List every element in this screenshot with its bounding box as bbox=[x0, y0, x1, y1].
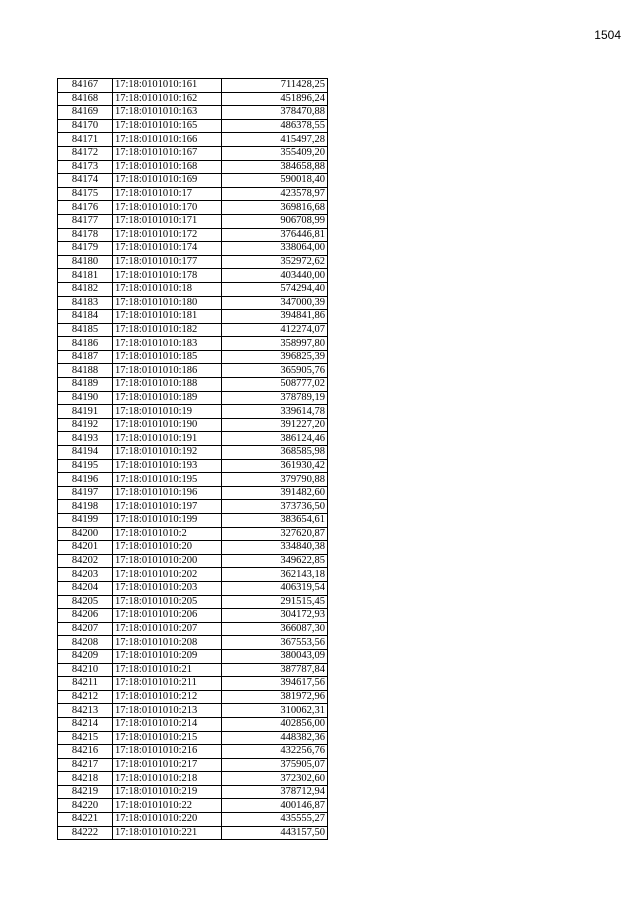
cadastral-number-cell: 17:18:0101010:218 bbox=[113, 772, 222, 786]
cadastral-value-cell: 368585,98 bbox=[222, 446, 328, 460]
table-row bbox=[58, 622, 328, 636]
cadastral-number-cell: 17:18:0101010:183 bbox=[113, 337, 222, 351]
row-number-cell: 84205 bbox=[58, 595, 113, 609]
cadastral-value-cell: 352972,62 bbox=[222, 255, 328, 269]
row-number-cell: 84218 bbox=[58, 772, 113, 786]
cadastral-value-cell: 396825,39 bbox=[222, 350, 328, 364]
cadastral-number-cell: 17:18:0101010:19 bbox=[113, 405, 222, 419]
table-row bbox=[58, 745, 328, 759]
table-row bbox=[58, 405, 328, 419]
cadastral-value-cell: 358997,80 bbox=[222, 337, 328, 351]
cadastral-number-cell: 17:18:0101010:200 bbox=[113, 554, 222, 568]
table-row bbox=[58, 201, 328, 215]
row-number-cell: 84222 bbox=[58, 826, 113, 840]
cadastral-number-cell: 17:18:0101010:170 bbox=[113, 201, 222, 215]
cadastral-value-cell: 369816,68 bbox=[222, 201, 328, 215]
table-row bbox=[58, 119, 328, 133]
cadastral-number-cell: 17:18:0101010:214 bbox=[113, 717, 222, 731]
row-number-cell: 84188 bbox=[58, 364, 113, 378]
cadastral-number-cell: 17:18:0101010:165 bbox=[113, 119, 222, 133]
table-row bbox=[58, 160, 328, 174]
cadastral-value-cell: 403440,00 bbox=[222, 269, 328, 283]
row-number-cell: 84220 bbox=[58, 799, 113, 813]
table-row bbox=[58, 486, 328, 500]
row-number-cell: 84192 bbox=[58, 418, 113, 432]
cadastral-value-cell: 406319,54 bbox=[222, 581, 328, 595]
row-number-cell: 84202 bbox=[58, 554, 113, 568]
cadastral-number-cell: 17:18:0101010:2 bbox=[113, 527, 222, 541]
table-row bbox=[58, 187, 328, 201]
cadastral-number-cell: 17:18:0101010:180 bbox=[113, 296, 222, 310]
row-number-cell: 84214 bbox=[58, 717, 113, 731]
cadastral-value-cell: 349622,85 bbox=[222, 554, 328, 568]
cadastral-value-cell: 304172,93 bbox=[222, 609, 328, 623]
table-row bbox=[58, 310, 328, 324]
cadastral-value-cell: 402856,00 bbox=[222, 717, 328, 731]
table-row bbox=[58, 799, 328, 813]
cadastral-number-cell: 17:18:0101010:174 bbox=[113, 242, 222, 256]
table-row bbox=[58, 609, 328, 623]
table-row bbox=[58, 432, 328, 446]
row-number-cell: 84215 bbox=[58, 731, 113, 745]
cadastral-number-cell: 17:18:0101010:191 bbox=[113, 432, 222, 446]
cadastral-value-cell: 375905,07 bbox=[222, 758, 328, 772]
cadastral-number-cell: 17:18:0101010:167 bbox=[113, 146, 222, 160]
cadastral-value-cell: 366087,30 bbox=[222, 622, 328, 636]
cadastral-value-cell: 367553,56 bbox=[222, 636, 328, 650]
cadastral-number-cell: 17:18:0101010:197 bbox=[113, 500, 222, 514]
row-number-cell: 84212 bbox=[58, 690, 113, 704]
cadastral-number-cell: 17:18:0101010:193 bbox=[113, 459, 222, 473]
table-row bbox=[58, 337, 328, 351]
cadastral-number-cell: 17:18:0101010:189 bbox=[113, 391, 222, 405]
cadastral-number-cell: 17:18:0101010:199 bbox=[113, 514, 222, 528]
cadastral-number-cell: 17:18:0101010:188 bbox=[113, 378, 222, 392]
cadastral-value-cell: 291515,45 bbox=[222, 595, 328, 609]
cadastral-value-cell: 423578,97 bbox=[222, 187, 328, 201]
table-row bbox=[58, 92, 328, 106]
row-number-cell: 84177 bbox=[58, 214, 113, 228]
table-row bbox=[58, 554, 328, 568]
cadastral-number-cell: 17:18:0101010:181 bbox=[113, 310, 222, 324]
cadastral-number-cell: 17:18:0101010:219 bbox=[113, 785, 222, 799]
row-number-cell: 84173 bbox=[58, 160, 113, 174]
cadastral-value-table bbox=[57, 78, 328, 840]
row-number-cell: 84190 bbox=[58, 391, 113, 405]
row-number-cell: 84198 bbox=[58, 500, 113, 514]
cadastral-number-cell: 17:18:0101010:21 bbox=[113, 663, 222, 677]
cadastral-value-cell: 590018,40 bbox=[222, 174, 328, 188]
cadastral-number-cell: 17:18:0101010:168 bbox=[113, 160, 222, 174]
table-row bbox=[58, 595, 328, 609]
cadastral-value-cell: 412274,07 bbox=[222, 323, 328, 337]
cadastral-value-cell: 310062,31 bbox=[222, 704, 328, 718]
table-row bbox=[58, 364, 328, 378]
row-number-cell: 84169 bbox=[58, 106, 113, 120]
cadastral-value-cell: 362143,18 bbox=[222, 568, 328, 582]
cadastral-value-cell: 327620,87 bbox=[222, 527, 328, 541]
cadastral-value-cell: 383654,61 bbox=[222, 514, 328, 528]
row-number-cell: 84176 bbox=[58, 201, 113, 215]
row-number-cell: 84182 bbox=[58, 282, 113, 296]
row-number-cell: 84179 bbox=[58, 242, 113, 256]
cadastral-number-cell: 17:18:0101010:215 bbox=[113, 731, 222, 745]
row-number-cell: 84175 bbox=[58, 187, 113, 201]
cadastral-value-cell: 361930,42 bbox=[222, 459, 328, 473]
row-number-cell: 84219 bbox=[58, 785, 113, 799]
table-row bbox=[58, 717, 328, 731]
row-number-cell: 84180 bbox=[58, 255, 113, 269]
row-number-cell: 84189 bbox=[58, 378, 113, 392]
row-number-cell: 84209 bbox=[58, 649, 113, 663]
table-row bbox=[58, 568, 328, 582]
row-number-cell: 84196 bbox=[58, 473, 113, 487]
row-number-cell: 84206 bbox=[58, 609, 113, 623]
cadastral-number-cell: 17:18:0101010:17 bbox=[113, 187, 222, 201]
table-row bbox=[58, 282, 328, 296]
cadastral-value-cell: 386124,46 bbox=[222, 432, 328, 446]
cadastral-value-cell: 448382,36 bbox=[222, 731, 328, 745]
table-row bbox=[58, 214, 328, 228]
cadastral-number-cell: 17:18:0101010:185 bbox=[113, 350, 222, 364]
cadastral-value-cell: 378712,94 bbox=[222, 785, 328, 799]
page-number: 1504 bbox=[594, 28, 621, 42]
cadastral-number-cell: 17:18:0101010:220 bbox=[113, 813, 222, 827]
row-number-cell: 84191 bbox=[58, 405, 113, 419]
table-row bbox=[58, 731, 328, 745]
table-row bbox=[58, 174, 328, 188]
table-row bbox=[58, 391, 328, 405]
cadastral-value-cell: 435555,27 bbox=[222, 813, 328, 827]
table-row bbox=[58, 133, 328, 147]
cadastral-value-cell: 391482,60 bbox=[222, 486, 328, 500]
cadastral-value-cell: 443157,50 bbox=[222, 826, 328, 840]
table-row bbox=[58, 378, 328, 392]
table-row bbox=[58, 527, 328, 541]
cadastral-number-cell: 17:18:0101010:221 bbox=[113, 826, 222, 840]
cadastral-number-cell: 17:18:0101010:18 bbox=[113, 282, 222, 296]
cadastral-value-cell: 486378,55 bbox=[222, 119, 328, 133]
row-number-cell: 84207 bbox=[58, 622, 113, 636]
cadastral-number-cell: 17:18:0101010:22 bbox=[113, 799, 222, 813]
cadastral-value-cell: 338064,00 bbox=[222, 242, 328, 256]
row-number-cell: 84184 bbox=[58, 310, 113, 324]
cadastral-number-cell: 17:18:0101010:212 bbox=[113, 690, 222, 704]
row-number-cell: 84203 bbox=[58, 568, 113, 582]
cadastral-value-cell: 394841,86 bbox=[222, 310, 328, 324]
cadastral-number-cell: 17:18:0101010:207 bbox=[113, 622, 222, 636]
cadastral-value-cell: 711428,25 bbox=[222, 79, 328, 93]
cadastral-number-cell: 17:18:0101010:202 bbox=[113, 568, 222, 582]
cadastral-value-cell: 379790,88 bbox=[222, 473, 328, 487]
cadastral-value-cell: 508777,02 bbox=[222, 378, 328, 392]
row-number-cell: 84174 bbox=[58, 174, 113, 188]
cadastral-number-cell: 17:18:0101010:205 bbox=[113, 595, 222, 609]
cadastral-value-cell: 391227,20 bbox=[222, 418, 328, 432]
table-row bbox=[58, 255, 328, 269]
table-row bbox=[58, 473, 328, 487]
cadastral-value-cell: 415497,28 bbox=[222, 133, 328, 147]
cadastral-number-cell: 17:18:0101010:192 bbox=[113, 446, 222, 460]
row-number-cell: 84200 bbox=[58, 527, 113, 541]
cadastral-value-cell: 355409,20 bbox=[222, 146, 328, 160]
table-row bbox=[58, 826, 328, 840]
cadastral-number-cell: 17:18:0101010:195 bbox=[113, 473, 222, 487]
table-row bbox=[58, 79, 328, 93]
cadastral-number-cell: 17:18:0101010:196 bbox=[113, 486, 222, 500]
row-number-cell: 84181 bbox=[58, 269, 113, 283]
row-number-cell: 84187 bbox=[58, 350, 113, 364]
table-row bbox=[58, 146, 328, 160]
cadastral-number-cell: 17:18:0101010:217 bbox=[113, 758, 222, 772]
row-number-cell: 84185 bbox=[58, 323, 113, 337]
row-number-cell: 84217 bbox=[58, 758, 113, 772]
cadastral-number-cell: 17:18:0101010:169 bbox=[113, 174, 222, 188]
cadastral-number-cell: 17:18:0101010:206 bbox=[113, 609, 222, 623]
cadastral-number-cell: 17:18:0101010:213 bbox=[113, 704, 222, 718]
table-body bbox=[58, 79, 328, 840]
table-row bbox=[58, 106, 328, 120]
cadastral-number-cell: 17:18:0101010:161 bbox=[113, 79, 222, 93]
row-number-cell: 84170 bbox=[58, 119, 113, 133]
cadastral-number-cell: 17:18:0101010:216 bbox=[113, 745, 222, 759]
row-number-cell: 84197 bbox=[58, 486, 113, 500]
table-row bbox=[58, 663, 328, 677]
cadastral-value-cell: 347000,39 bbox=[222, 296, 328, 310]
row-number-cell: 84201 bbox=[58, 541, 113, 555]
row-number-cell: 84178 bbox=[58, 228, 113, 242]
cadastral-number-cell: 17:18:0101010:209 bbox=[113, 649, 222, 663]
table-row bbox=[58, 677, 328, 691]
cadastral-value-cell: 574294,40 bbox=[222, 282, 328, 296]
table-row bbox=[58, 785, 328, 799]
cadastral-number-cell: 17:18:0101010:166 bbox=[113, 133, 222, 147]
table-row bbox=[58, 772, 328, 786]
table-row bbox=[58, 581, 328, 595]
cadastral-number-cell: 17:18:0101010:178 bbox=[113, 269, 222, 283]
table-row bbox=[58, 296, 328, 310]
cadastral-value-cell: 432256,76 bbox=[222, 745, 328, 759]
cadastral-value-cell: 381972,96 bbox=[222, 690, 328, 704]
cadastral-value-cell: 380043,09 bbox=[222, 649, 328, 663]
row-number-cell: 84208 bbox=[58, 636, 113, 650]
row-number-cell: 84194 bbox=[58, 446, 113, 460]
table-row bbox=[58, 514, 328, 528]
cadastral-value-cell: 378470,88 bbox=[222, 106, 328, 120]
table-row bbox=[58, 704, 328, 718]
cadastral-value-cell: 372302,60 bbox=[222, 772, 328, 786]
row-number-cell: 84195 bbox=[58, 459, 113, 473]
cadastral-number-cell: 17:18:0101010:203 bbox=[113, 581, 222, 595]
cadastral-value-cell: 334840,38 bbox=[222, 541, 328, 555]
cadastral-number-cell: 17:18:0101010:190 bbox=[113, 418, 222, 432]
row-number-cell: 84172 bbox=[58, 146, 113, 160]
table-row bbox=[58, 459, 328, 473]
cadastral-value-cell: 906708,99 bbox=[222, 214, 328, 228]
cadastral-value-cell: 378789,19 bbox=[222, 391, 328, 405]
table-row bbox=[58, 541, 328, 555]
table-row bbox=[58, 690, 328, 704]
cadastral-number-cell: 17:18:0101010:211 bbox=[113, 677, 222, 691]
row-number-cell: 84213 bbox=[58, 704, 113, 718]
row-number-cell: 84171 bbox=[58, 133, 113, 147]
row-number-cell: 84204 bbox=[58, 581, 113, 595]
cadastral-value-cell: 400146,87 bbox=[222, 799, 328, 813]
cadastral-value-cell: 394617,56 bbox=[222, 677, 328, 691]
cadastral-number-cell: 17:18:0101010:162 bbox=[113, 92, 222, 106]
cadastral-number-cell: 17:18:0101010:171 bbox=[113, 214, 222, 228]
table-row bbox=[58, 649, 328, 663]
row-number-cell: 84186 bbox=[58, 337, 113, 351]
cadastral-value-cell: 387787,84 bbox=[222, 663, 328, 677]
table-row bbox=[58, 350, 328, 364]
table-row bbox=[58, 636, 328, 650]
table-row bbox=[58, 228, 328, 242]
cadastral-value-cell: 339614,78 bbox=[222, 405, 328, 419]
table-row bbox=[58, 500, 328, 514]
cadastral-number-cell: 17:18:0101010:163 bbox=[113, 106, 222, 120]
cadastral-value-cell: 376446,81 bbox=[222, 228, 328, 242]
cadastral-value-cell: 384658,88 bbox=[222, 160, 328, 174]
table-row bbox=[58, 758, 328, 772]
row-number-cell: 84183 bbox=[58, 296, 113, 310]
cadastral-number-cell: 17:18:0101010:177 bbox=[113, 255, 222, 269]
cadastral-value-cell: 373736,50 bbox=[222, 500, 328, 514]
table-row bbox=[58, 446, 328, 460]
row-number-cell: 84167 bbox=[58, 79, 113, 93]
table-row bbox=[58, 323, 328, 337]
table-row bbox=[58, 813, 328, 827]
row-number-cell: 84199 bbox=[58, 514, 113, 528]
cadastral-number-cell: 17:18:0101010:172 bbox=[113, 228, 222, 242]
row-number-cell: 84216 bbox=[58, 745, 113, 759]
cadastral-number-cell: 17:18:0101010:208 bbox=[113, 636, 222, 650]
row-number-cell: 84210 bbox=[58, 663, 113, 677]
row-number-cell: 84168 bbox=[58, 92, 113, 106]
row-number-cell: 84193 bbox=[58, 432, 113, 446]
cadastral-number-cell: 17:18:0101010:186 bbox=[113, 364, 222, 378]
table-row bbox=[58, 418, 328, 432]
cadastral-value-cell: 451896,24 bbox=[222, 92, 328, 106]
row-number-cell: 84211 bbox=[58, 677, 113, 691]
row-number-cell: 84221 bbox=[58, 813, 113, 827]
cadastral-number-cell: 17:18:0101010:20 bbox=[113, 541, 222, 555]
cadastral-value-cell: 365905,76 bbox=[222, 364, 328, 378]
table-row bbox=[58, 242, 328, 256]
cadastral-number-cell: 17:18:0101010:182 bbox=[113, 323, 222, 337]
table-row bbox=[58, 269, 328, 283]
